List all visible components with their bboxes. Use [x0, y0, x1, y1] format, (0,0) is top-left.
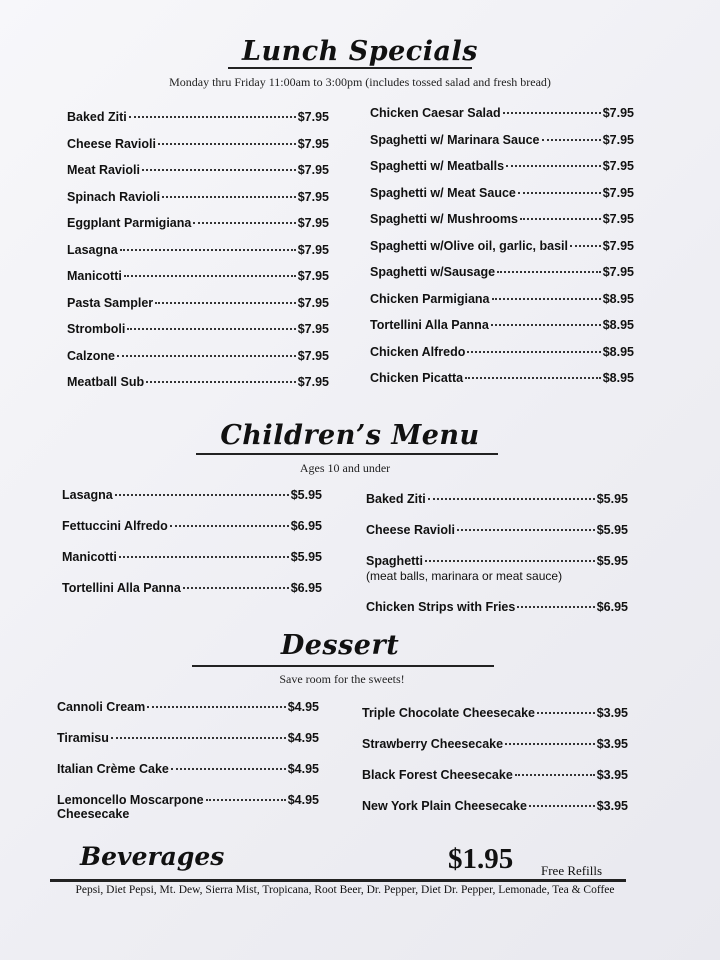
menu-entry — [370, 159, 634, 173]
dot-leader — [206, 799, 286, 801]
menu-entry — [67, 269, 329, 283]
menu-entry — [67, 243, 329, 257]
item-name: Spinach Ravioli — [67, 189, 161, 204]
dot-leader — [542, 139, 601, 141]
menu-entry — [62, 550, 322, 564]
menu-item — [67, 190, 329, 204]
menu-entry — [370, 345, 634, 359]
menu-item — [67, 296, 329, 310]
menu-item — [67, 137, 329, 151]
beverages-price: $1.95 — [448, 843, 514, 875]
item-price: $5.95 — [290, 488, 322, 502]
dot-leader — [183, 587, 289, 589]
dot-leader — [570, 245, 601, 247]
menu-entry — [370, 133, 634, 147]
dot-leader — [520, 218, 601, 220]
menu-item — [370, 318, 634, 332]
lunch-right-column — [370, 106, 634, 398]
item-price: $7.95 — [602, 185, 634, 200]
menu-item — [62, 488, 322, 502]
item-name: Baked Ziti — [366, 492, 426, 506]
dot-leader — [170, 525, 289, 527]
menu-item — [67, 349, 329, 363]
item-name: Manicotti — [62, 550, 117, 564]
item-name: Chicken Alfredo — [370, 344, 466, 359]
item-name: Tiramisu — [57, 731, 109, 745]
menu-entry — [57, 700, 319, 714]
dot-leader — [465, 377, 601, 379]
menu-entry — [362, 737, 628, 751]
item-price: $7.95 — [297, 136, 329, 151]
menu-entry — [370, 292, 634, 306]
item-price: $7.95 — [297, 189, 329, 204]
menu-entry — [362, 799, 628, 813]
item-name: Chicken Picatta — [370, 371, 464, 385]
item-name: Meat Ravioli — [67, 163, 140, 177]
menu-item — [57, 731, 319, 745]
menu-entry — [57, 793, 319, 821]
menu-item — [370, 239, 634, 253]
item-price: $8.95 — [602, 318, 634, 332]
item-price: $4.95 — [287, 700, 319, 714]
item-price: $5.95 — [596, 554, 628, 568]
item-price: $7.95 — [297, 269, 329, 283]
item-name: Spaghetti w/ Meatballs — [370, 159, 505, 173]
menu-item — [370, 265, 634, 279]
menu-item — [67, 269, 329, 283]
item-price: $7.95 — [297, 110, 329, 124]
menu-entry — [362, 706, 628, 720]
menu-entry — [67, 190, 329, 204]
item-price: $3.95 — [596, 799, 628, 813]
item-name: Chicken Parmigiana — [370, 291, 490, 306]
childrens-menu-rule — [196, 453, 498, 455]
menu-entry — [67, 163, 329, 177]
dot-leader — [147, 706, 286, 708]
item-price: $4.95 — [287, 793, 319, 807]
item-name: Triple Chocolate Cheesecake — [362, 706, 535, 720]
dot-leader — [193, 222, 295, 224]
menu-item — [57, 762, 319, 776]
menu-entry — [67, 322, 329, 336]
dessert-subtitle: Save room for the sweets! — [279, 672, 405, 686]
dot-leader — [120, 249, 296, 251]
item-name: Cheese Ravioli — [67, 136, 156, 151]
item-name-line2: Cheesecake — [57, 807, 130, 821]
menu-item — [370, 106, 634, 120]
children-left-column — [62, 488, 322, 612]
item-name: Calzone — [67, 348, 115, 363]
menu-item — [370, 159, 634, 173]
item-name: Cannoli Cream — [57, 700, 146, 714]
item-price: $5.95 — [290, 550, 322, 564]
menu-item — [366, 492, 628, 506]
dot-leader — [162, 196, 296, 198]
menu-item — [62, 581, 322, 595]
menu-item — [57, 700, 319, 714]
menu-item — [67, 375, 329, 389]
item-name: Tortellini Alla Panna — [370, 318, 489, 332]
menu-entry — [62, 581, 322, 595]
item-price: $4.95 — [287, 762, 319, 776]
item-name: Manicotti — [67, 269, 122, 283]
dot-leader — [518, 192, 601, 194]
item-name: New York Plain Cheesecake — [362, 799, 527, 813]
menu-entry — [370, 106, 634, 120]
item-price: $7.95 — [297, 322, 329, 336]
menu-item — [370, 186, 634, 200]
menu-entry — [67, 216, 329, 230]
dessert-rule — [192, 665, 494, 667]
dot-leader — [529, 805, 595, 807]
item-price: $7.95 — [602, 106, 634, 120]
dot-leader — [115, 494, 289, 496]
menu-item — [362, 737, 628, 751]
item-name: Spaghetti w/Olive oil, garlic, basil — [370, 238, 568, 253]
item-name: Lasagna — [62, 488, 113, 502]
dot-leader — [111, 737, 286, 739]
item-name: Fettuccini Alfredo — [62, 519, 168, 533]
dot-leader — [515, 774, 595, 776]
menu-entry — [362, 768, 628, 782]
dot-leader — [457, 529, 595, 531]
item-name: Chicken Caesar Salad — [370, 106, 501, 120]
menu-item — [67, 163, 329, 177]
item-name: Eggplant Parmigiana — [67, 216, 192, 230]
item-price: $7.95 — [297, 295, 329, 310]
item-price: $7.95 — [297, 163, 329, 177]
item-price: $7.95 — [297, 375, 329, 389]
lunch-specials-rule — [228, 67, 472, 69]
menu-item — [62, 519, 322, 533]
menu-entry — [370, 318, 634, 332]
lunch-specials-title: Lunch Specials — [242, 36, 478, 67]
menu-item — [67, 216, 329, 230]
item-name: Spaghetti — [366, 554, 423, 568]
menu-item — [362, 768, 628, 782]
item-name: Spaghetti w/ Marinara Sauce — [370, 132, 540, 147]
item-name: Chicken Strips with Fries — [366, 600, 516, 614]
item-price: $5.95 — [596, 523, 628, 537]
dot-leader — [127, 328, 295, 330]
item-name: Lemoncello Moscarpone — [57, 793, 204, 807]
dot-leader — [491, 324, 601, 326]
item-price: $6.95 — [290, 519, 322, 533]
item-name: Baked Ziti — [67, 110, 127, 124]
menu-entry — [67, 296, 329, 310]
dot-leader — [142, 169, 296, 171]
dot-leader — [119, 556, 289, 558]
item-name: Spaghetti w/Sausage — [370, 265, 496, 279]
menu-item — [370, 345, 634, 359]
menu-entry — [57, 731, 319, 745]
item-name: Black Forest Cheesecake — [362, 768, 513, 782]
dessert-title: Dessert — [280, 630, 400, 661]
menu-entry — [370, 371, 634, 385]
item-name: Italian Crème Cake — [57, 762, 169, 776]
menu-item — [62, 550, 322, 564]
menu-entry — [62, 519, 322, 533]
item-name: Cheese Ravioli — [366, 523, 455, 537]
item-price: $3.95 — [596, 737, 628, 751]
menu-item — [362, 799, 628, 813]
menu-item — [370, 371, 634, 385]
item-price: $8.95 — [602, 371, 634, 385]
menu-item — [67, 322, 329, 336]
item-name: Pasta Sampler — [67, 295, 154, 310]
item-price: $7.95 — [602, 212, 634, 226]
dot-leader — [505, 743, 595, 745]
dot-leader — [117, 355, 296, 357]
item-price: $7.95 — [297, 242, 329, 257]
menu-item — [366, 600, 628, 614]
menu-item — [362, 706, 628, 720]
item-price: $6.95 — [596, 600, 628, 614]
item-price: $8.95 — [602, 291, 634, 306]
dot-leader — [129, 116, 296, 118]
menu-entry — [366, 523, 628, 537]
item-name: Stromboli — [67, 322, 126, 336]
item-name: Tortellini Alla Panna — [62, 581, 181, 595]
item-price: $3.95 — [596, 768, 628, 782]
menu-entry — [370, 212, 634, 226]
dot-leader — [506, 165, 601, 167]
menu-item — [370, 292, 634, 306]
item-name: Spaghetti w/ Meat Sauce — [370, 185, 516, 200]
dot-leader — [503, 112, 601, 114]
menu-entry — [370, 186, 634, 200]
dot-leader — [467, 351, 600, 353]
childrens-menu-subtitle: Ages 10 and under — [299, 461, 391, 475]
menu-item — [67, 110, 329, 124]
beverages-title: Beverages — [80, 842, 225, 871]
dot-leader — [171, 768, 286, 770]
item-price: $4.95 — [287, 731, 319, 745]
dot-leader — [124, 275, 296, 277]
dessert-right-column — [362, 706, 628, 830]
dot-leader — [428, 498, 595, 500]
menu-item — [366, 523, 628, 537]
lunch-left-column — [67, 110, 329, 402]
item-price: $8.95 — [602, 344, 634, 359]
menu-item — [57, 793, 319, 807]
menu-entry — [366, 600, 628, 614]
dot-leader — [158, 143, 296, 145]
dot-leader — [497, 271, 601, 273]
item-price: $5.95 — [596, 492, 628, 506]
dot-leader — [146, 381, 296, 383]
children-right-column — [366, 492, 628, 631]
menu-entry — [370, 239, 634, 253]
dot-leader — [537, 712, 595, 714]
item-price: $7.95 — [602, 265, 634, 279]
item-name: Meatball Sub — [67, 375, 145, 389]
dessert-left-column — [57, 700, 319, 838]
childrens-menu-title: Children’s Menu — [220, 420, 480, 451]
beverages-list: Pepsi, Diet Pepsi, Mt. Dew, Sierra Mist, Tropicana, Root Beer, Dr. Pepper, Diet Dr. Pepper, Lemonade, Tea & Coffee — [75, 884, 615, 896]
menu-entry — [366, 492, 628, 506]
item-price: $7.95 — [602, 238, 634, 253]
dot-leader — [517, 606, 594, 608]
item-price: $7.95 — [297, 216, 329, 230]
menu-entry — [57, 762, 319, 776]
dot-leader — [492, 298, 601, 300]
menu-item — [370, 212, 634, 226]
menu-item — [370, 133, 634, 147]
item-name: Strawberry Cheesecake — [362, 737, 504, 751]
menu-entry — [370, 265, 634, 279]
item-price: $3.95 — [596, 706, 628, 720]
item-name: Lasagna — [67, 242, 118, 257]
item-price: $7.95 — [602, 132, 634, 147]
beverages-rule — [50, 879, 626, 882]
item-note: (meat balls, marinara or meat sauce) — [366, 569, 563, 583]
menu-entry — [67, 137, 329, 151]
menu-entry — [62, 488, 322, 502]
item-price: $6.95 — [290, 581, 322, 595]
item-name: Spaghetti w/ Mushrooms — [370, 212, 518, 226]
menu-item — [67, 243, 329, 257]
item-price: $7.95 — [602, 159, 634, 173]
menu-entry — [67, 375, 329, 389]
beverages-refills: Free Refills — [541, 863, 603, 878]
lunch-specials-subtitle: Monday thru Friday 11:00am to 3:00pm (includes tossed salad and fresh bread) — [169, 75, 551, 89]
menu-entry — [366, 554, 628, 583]
menu-entry — [67, 349, 329, 363]
dot-leader — [155, 302, 296, 304]
dot-leader — [425, 560, 595, 562]
menu-entry — [67, 110, 329, 124]
menu-item — [366, 554, 628, 568]
item-price: $7.95 — [297, 348, 329, 363]
